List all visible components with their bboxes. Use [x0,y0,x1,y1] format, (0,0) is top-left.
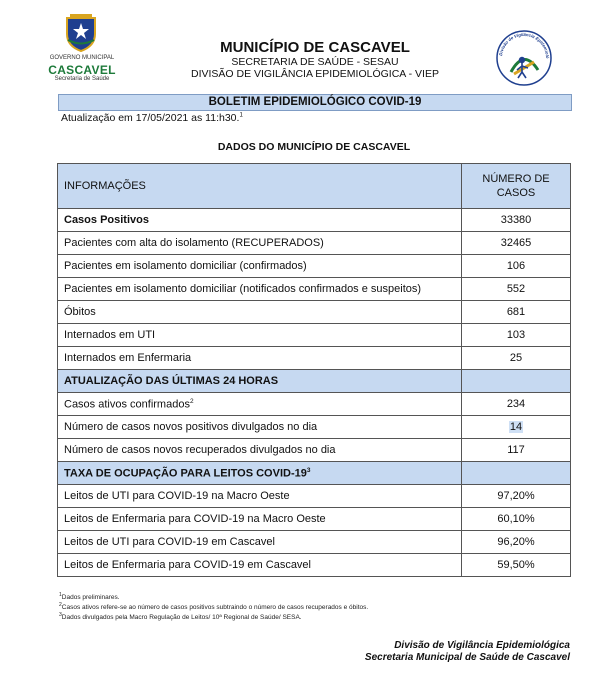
table-row [58,278,571,301]
logo-caption-bottom: Secretaria de Saúde [54,76,110,82]
table-row [58,301,571,324]
row-value [462,462,571,485]
row-label: ATUALIZAÇÃO DAS ÚLTIMAS 24 HORAS [58,370,462,393]
section-row-24h [58,370,571,393]
row-value: 234 [462,393,571,416]
header-subtitle-secretaria: SECRETARIA DE SAÚDE - SESAU [231,56,399,68]
row-value: 117 [462,439,571,462]
page-title: MUNICÍPIO DE CASCAVEL [220,39,410,56]
row-label: TAXA DE OCUPAÇÃO PARA LEITOS COVID-$19^3$ [58,462,462,485]
row-value: 681 [462,301,571,324]
table-row [58,508,571,531]
bulletin-banner: BOLETIM EPIDEMIOLÓGICO COVID-19 [58,94,572,111]
section-row-beds [58,462,571,485]
row-label: Óbitos [58,301,462,324]
update-timestamp: Atualização em 17/05/2021 as 11:h30.$^1$ [61,112,243,124]
row-value: 106 [462,255,571,278]
row-label: Leitos de Enfermaria para COVID-19 em Cascavel [58,554,462,577]
row-label: Leitos de Enfermaria para COVID-19 na Macro Oeste [58,508,462,531]
row-value: 60,10% [462,508,571,531]
table-row [58,209,571,232]
vigilance-division-logo [492,24,556,88]
table-row [58,232,571,255]
row-value: 33380 [462,209,571,232]
row-value [462,370,571,393]
row-value: 552 [462,278,571,301]
signature-secretaria: Secretaria Municipal de Saúde de Cascavel [364,652,570,663]
row-label: Internados em Enfermaria [58,347,462,370]
row-label: Casos Positivos [58,209,462,232]
municipal-logo [42,12,122,82]
covid-data-table [57,163,571,577]
footnote-mark: 3 [306,466,311,474]
logo-ring-text: Divisão de Vigilância Epidemioló [498,31,551,59]
section-title: DADOS DO MUNICÍPIO DE CASCAVEL [217,141,411,153]
logo-caption-top: GOVERNO MUNICIPAL [49,55,115,61]
footnote-2: $^2$Casos ativos refere-se ao número de casos positivos subtraindo o número de casos recuperados e óbitos. [59,602,369,612]
row-label: Leitos de UTI para COVID-19 na Macro Oeste [58,485,462,508]
row-label: Número de casos novos positivos divulgados no dia [58,416,462,439]
footnote-3: $^3$Dados divulgados pela Macro Regulação de Leitos/ 10ª Regional de Saúde/ SESA. [59,612,302,622]
table-row [58,554,571,577]
row-value: 97,20% [462,485,571,508]
row-label: Pacientes em isolamento domiciliar (notificados confirmados e suspeitos) [58,278,462,301]
coat-of-arms-icon [64,14,98,52]
signature-division: Divisão de Vigilância Epidemiológica [394,640,570,651]
table-row [58,416,571,439]
row-value: 59,50% [462,554,571,577]
table-row [58,393,571,416]
footnote-mark: 2 [189,397,194,405]
header-cell-info: INFORMAÇÕES [58,164,462,209]
row-value: 32465 [462,232,571,255]
table-row [58,347,571,370]
table-row [58,255,571,278]
header-subtitle-divisao: DIVISÃO DE VIGILÂNCIA EPIDEMIOLÓGICA - VIEP [191,68,439,80]
row-label: Número de casos novos recuperados divulgados no dia [58,439,462,462]
row-value: 25 [462,347,571,370]
row-label: Internados em UTI [58,324,462,347]
table-header-row [58,164,571,209]
row-label: Pacientes com alta do isolamento (RECUPERADOS) [58,232,462,255]
row-value: 103 [462,324,571,347]
row-label: Casos ativos confirmados$^2$ [58,393,462,416]
header-cell-cases: NÚMERO DE CASOS [462,164,571,209]
table-row [58,485,571,508]
table-row [58,439,571,462]
row-value: 14 [462,416,571,439]
row-label: Leitos de UTI para COVID-19 em Cascavel [58,531,462,554]
footnote-mark: 1 [239,112,243,119]
row-label: Pacientes em isolamento domiciliar (confirmados) [58,255,462,278]
logo-caption-city: CASCAVEL [48,63,116,77]
table-row [58,531,571,554]
table-row [58,324,571,347]
row-value: 96,20% [462,531,571,554]
footnote-1: $^1$Dados preliminares. [59,592,120,602]
